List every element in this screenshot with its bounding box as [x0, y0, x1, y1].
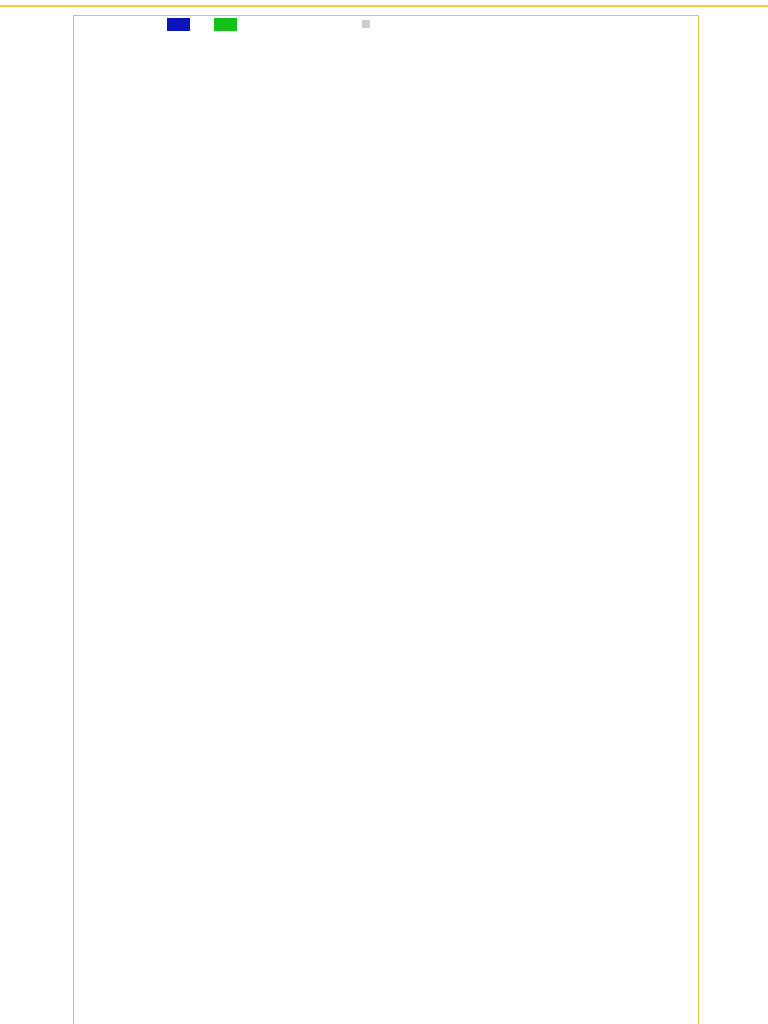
question-list [80, 33, 690, 41]
content-frame [73, 15, 699, 1024]
intro-text [80, 33, 690, 41]
header-stripe [0, 5, 768, 7]
